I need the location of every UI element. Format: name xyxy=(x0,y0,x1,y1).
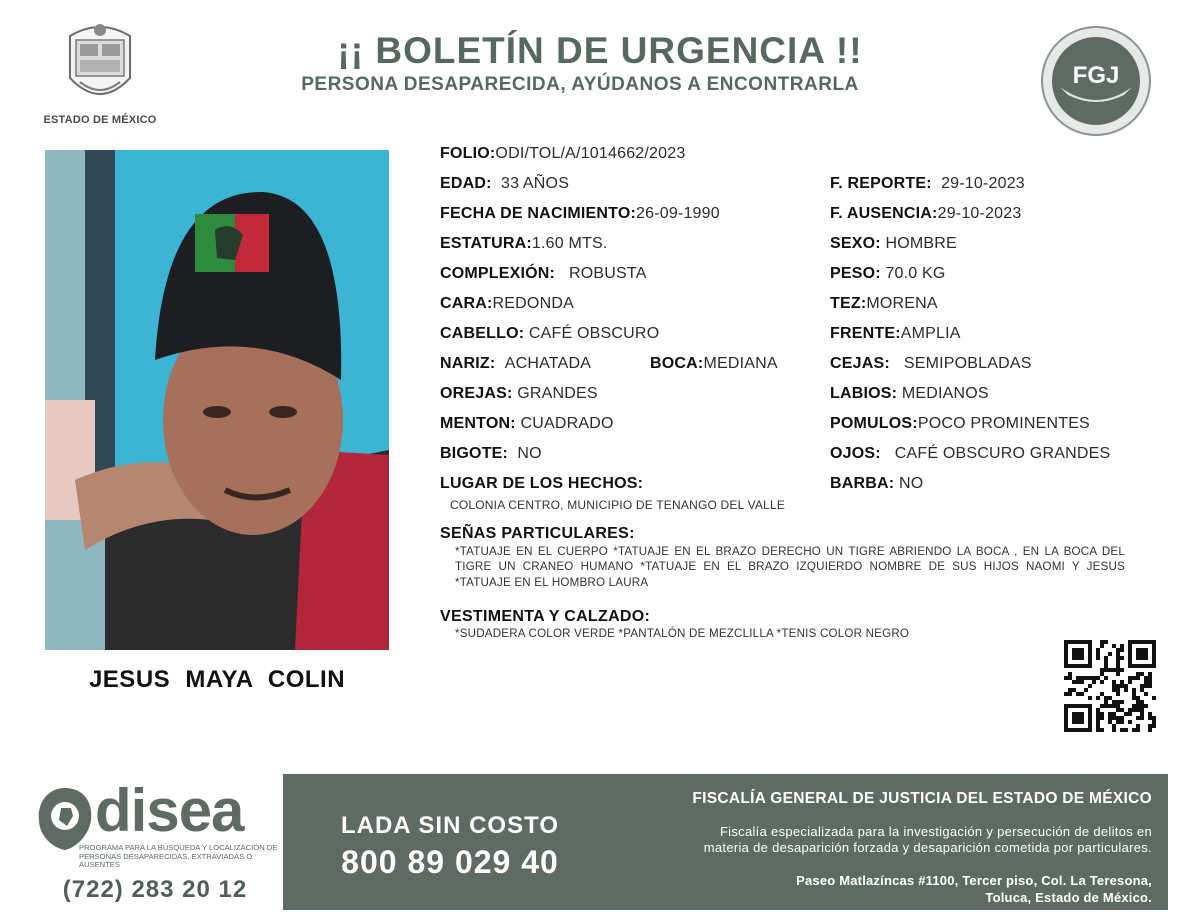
pomulos-value: POCO PROMINENTES xyxy=(917,415,1090,432)
qr-code-icon xyxy=(1064,640,1156,732)
left-logo-caption: ESTADO DE MÉXICO xyxy=(43,114,157,126)
coat-of-arms-icon xyxy=(40,18,160,114)
barba-label: BARBA: xyxy=(830,475,895,492)
ojos-label: OJOS: xyxy=(830,445,881,462)
bigote-field xyxy=(440,445,542,463)
lada-sin-costo-number[interactable]: 800 89 029 40 xyxy=(341,844,559,880)
cabello-label: CABELLO: xyxy=(440,325,525,342)
estado-de-mexico-logo xyxy=(40,18,160,130)
fiscalia-title: FISCALÍA GENERAL DE JUSTICIA DEL ESTADO DE MÉXICO xyxy=(692,790,1152,807)
peso-value: 70.0 KG xyxy=(885,265,946,282)
bulletin-title: ¡¡ BOLETÍN DE URGENCIA !! xyxy=(337,30,863,71)
lugar-value: COLONIA CENTRO, MUNICIPIO DE TENANGO DEL VALLE xyxy=(450,498,786,512)
labios-label: LABIOS: xyxy=(830,385,898,402)
estatura-value: 1.60 MTS. xyxy=(531,235,608,252)
cara-label: CARA: xyxy=(440,295,493,312)
cejas-field xyxy=(830,355,1032,373)
lugar-label: LUGAR DE LOS HECHOS: xyxy=(440,475,644,492)
fgj-seal-text: FGJ xyxy=(1072,62,1120,89)
orejas-value: GRANDES xyxy=(517,385,598,402)
fecha-nacimiento-field xyxy=(440,205,720,223)
cara-value: REDONDA xyxy=(492,295,574,312)
estatura-field xyxy=(440,235,607,253)
qr-code[interactable] xyxy=(1064,640,1156,732)
sexo-label: SEXO: xyxy=(830,235,881,252)
odisea-description: PROGRAMA PARA LA BÚSQUEDA Y LOCALIZACIÓN DE PERSONAS DESAPARECIDAS, EXTRAVIADAS O AUSENTES xyxy=(79,843,278,870)
boca-value: MEDIANA xyxy=(703,355,778,372)
nariz-value: ACHATADA xyxy=(504,355,592,372)
contact-phone[interactable]: (722) 283 20 12 xyxy=(62,876,248,903)
vestimenta-title: VESTIMENTA Y CALZADO: xyxy=(440,608,651,625)
frente-value: AMPLIA xyxy=(900,325,961,342)
ojos-field xyxy=(830,445,1110,463)
pomulos-field xyxy=(830,415,1090,433)
folio-field xyxy=(440,145,685,163)
fiscalia-description xyxy=(592,824,1152,856)
vestimenta-text: *SUDADERA COLOR VERDE *PANTALÓN DE MEZCLILLA *TENIS COLOR NEGRO xyxy=(455,627,910,640)
fiscalia-address xyxy=(592,872,1152,906)
tez-value: MORENA xyxy=(866,295,938,312)
menton-label: MENTON: xyxy=(440,415,516,432)
cejas-label: CEJAS: xyxy=(830,355,890,372)
fiscalia-address-line-2: Toluca, Estado de México. xyxy=(985,890,1152,905)
barba-field xyxy=(830,475,923,493)
cabello-field xyxy=(440,325,659,343)
nariz-field xyxy=(440,355,591,373)
edad-field xyxy=(440,175,569,193)
cara-field xyxy=(440,295,574,313)
ojos-value: CAFÉ OBSCURO GRANDES xyxy=(894,445,1111,462)
bigote-value: NO xyxy=(517,445,542,462)
cejas-value: SEMIPOBLADAS xyxy=(903,355,1032,372)
lada-sin-costo-label: LADA SIN COSTO xyxy=(340,812,559,839)
tez-field xyxy=(830,295,938,313)
f-reporte-field xyxy=(830,175,1025,193)
cabello-value: CAFÉ OBSCURO xyxy=(528,325,660,342)
complexion-label: COMPLEXIÓN: xyxy=(440,265,556,282)
labios-value: MEDIANOS xyxy=(901,385,989,402)
peso-field xyxy=(830,265,946,283)
odisea-logo xyxy=(35,777,278,876)
fgj-seal-icon xyxy=(1040,25,1152,137)
labios-field xyxy=(830,385,989,403)
senas-title: SEÑAS PARTICULARES: xyxy=(440,525,635,542)
frente-label: FRENTE: xyxy=(830,325,901,342)
sexo-field xyxy=(830,235,957,253)
estatura-label: ESTATURA: xyxy=(440,235,532,252)
missing-person-photo xyxy=(45,150,389,650)
odisea-wordmark: disea xyxy=(95,777,244,844)
complexion-field xyxy=(440,265,647,283)
f-reporte-label: F. REPORTE: xyxy=(830,175,932,192)
boca-field xyxy=(650,355,778,373)
menton-value: CUADRADO xyxy=(520,415,614,432)
menton-field xyxy=(440,415,614,433)
bulletin-subtitle: PERSONA DESAPARECIDA, AYÚDANOS A ENCONTRARLA xyxy=(301,74,859,95)
senas-text: *TATUAJE EN EL CUERPO *TATUAJE EN EL BRAZO DERECHO UN TIGRE ABRIENDO LA BOCA , EN LA BOCA DEL TIGRE UN CRANEO HUMANO *TATUAJE EN EL BRAZO IZQUIERDO NOMBRE DE SUS HIJOS NAOMI Y JESUS *TATUAJE EN EL HOMBRO LAURA xyxy=(455,545,1125,589)
complexion-value: ROBUSTA xyxy=(569,265,647,282)
orejas-field xyxy=(440,385,598,403)
f-ausencia-label: F. AUSENCIA: xyxy=(830,205,938,222)
peso-label: PESO: xyxy=(830,265,881,282)
person-photo-icon xyxy=(45,150,389,650)
fiscalia-address-line-1: Paseo Matlazíncas #1100, Tercer piso, Col. La Teresona, xyxy=(796,873,1152,888)
f-reporte-value: 29-10-2023 xyxy=(941,175,1025,192)
edad-value: 33 AÑOS xyxy=(500,175,570,192)
lugar-field xyxy=(440,475,643,493)
edad-label: EDAD: xyxy=(440,175,492,192)
fiscalia-description-line-2: materia de desaparición forzada y desaparición cometida por particulares. xyxy=(703,840,1152,855)
fiscalia-description-line-1: Fiscalía especializada para la investigación y persecución de delitos en xyxy=(719,824,1152,839)
folio-label: FOLIO: xyxy=(440,145,496,162)
f-ausencia-field xyxy=(830,205,1021,223)
fgj-logo xyxy=(1040,25,1152,137)
nariz-label: NARIZ: xyxy=(440,355,496,372)
barba-value: NO xyxy=(898,475,924,492)
fecha-nacimiento-label: FECHA DE NACIMIENTO: xyxy=(440,205,636,222)
missing-person-name: JESUS MAYA COLIN xyxy=(88,666,346,693)
frente-field xyxy=(830,325,961,343)
sexo-value: HOMBRE xyxy=(885,235,957,252)
orejas-label: OREJAS: xyxy=(440,385,513,402)
tez-label: TEZ: xyxy=(830,295,867,312)
fecha-nacimiento-value: 26-09-1990 xyxy=(636,205,720,222)
boca-label: BOCA: xyxy=(650,355,704,372)
pomulos-label: POMULOS: xyxy=(830,415,918,432)
folio-value: ODI/TOL/A/1014662/2023 xyxy=(495,145,686,162)
bigote-label: BIGOTE: xyxy=(440,445,509,462)
f-ausencia-value: 29-10-2023 xyxy=(937,205,1022,222)
